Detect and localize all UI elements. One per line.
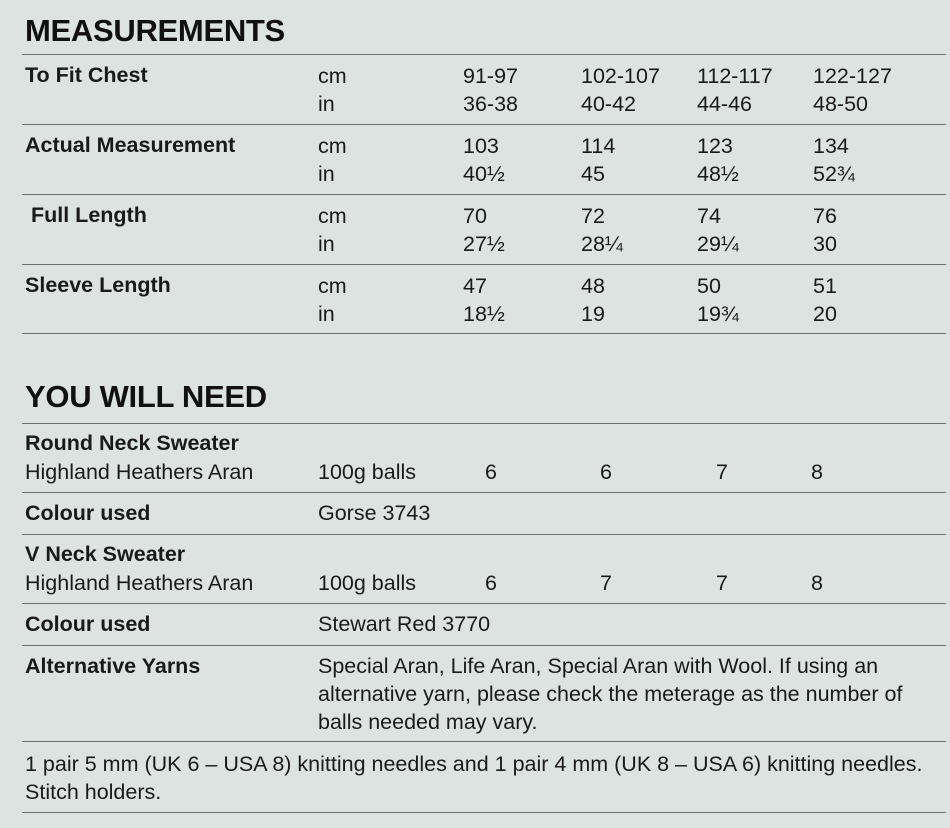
round-neck-heading: Round Neck Sweater [25, 431, 239, 455]
value-in: 40-42 [581, 92, 636, 116]
divider [22, 423, 946, 424]
yarn-unit: 100g balls [318, 571, 417, 595]
divider [22, 741, 946, 742]
divider [22, 645, 946, 646]
ball-quantity: 6 [485, 571, 497, 595]
yarn-unit: 100g balls [318, 460, 417, 484]
colour-label: Colour used [25, 612, 151, 636]
row-label: Sleeve Length [25, 273, 171, 297]
value-in: 40½ [463, 162, 505, 186]
divider [22, 333, 946, 334]
divider [22, 492, 946, 493]
value-in: 20 [813, 302, 837, 326]
alternative-yarns-text: Special Aran, Life Aran, Special Aran with Wool. If using an alternative yarn, please check the meterage as the number of balls needed may vary. [318, 654, 903, 734]
value-cm: 114 [581, 134, 616, 158]
ball-quantity: 6 [600, 460, 612, 484]
value-in: 44-46 [697, 92, 752, 116]
ball-quantity: 8 [811, 571, 823, 595]
value-cm: 112-117 [697, 64, 773, 88]
ball-quantity: 7 [716, 460, 728, 484]
value-in: 28¼ [581, 232, 623, 256]
colour-label: Colour used [25, 501, 151, 525]
divider [22, 124, 946, 125]
value-in: 30 [813, 232, 837, 256]
unit-cm: cm [318, 64, 347, 88]
value-cm: 72 [581, 204, 605, 228]
value-cm: 91-97 [463, 64, 518, 88]
value-cm: 48 [581, 274, 605, 298]
colour-value: Gorse 3743 [318, 501, 431, 525]
ball-quantity: 7 [716, 571, 728, 595]
ball-quantity: 8 [811, 460, 823, 484]
value-cm: 102-107 [581, 64, 660, 88]
v-neck-heading: V Neck Sweater [25, 542, 186, 566]
unit-cm: cm [318, 204, 347, 228]
value-in: 18½ [463, 302, 505, 326]
row-label: Full Length [31, 203, 147, 227]
value-cm: 47 [463, 274, 487, 298]
value-in: 52¾ [813, 162, 855, 186]
value-in: 36-38 [463, 92, 518, 116]
alternative-yarns-label: Alternative Yarns [25, 654, 201, 678]
divider [22, 194, 946, 195]
unit-in: in [318, 302, 335, 326]
unit-in: in [318, 232, 335, 256]
divider [22, 534, 946, 535]
value-in: 19 [581, 302, 605, 326]
value-cm: 74 [697, 204, 721, 228]
yarn-name: Highland Heathers Aran [25, 571, 254, 595]
divider [22, 54, 946, 55]
value-in: 48½ [697, 162, 739, 186]
value-cm: 123 [697, 134, 733, 158]
row-label: Actual Measurement [25, 133, 236, 157]
yarn-name: Highland Heathers Aran [25, 460, 254, 484]
unit-cm: cm [318, 134, 347, 158]
measurements-title: MEASUREMENTS [25, 13, 285, 48]
divider [22, 812, 946, 813]
divider [22, 603, 946, 604]
needles-text: 1 pair 5 mm (UK 6 – USA 8) knitting needles and 1 pair 4 mm (UK 8 – USA 6) knitting needles. Stitch holders. [25, 752, 923, 804]
value-in: 19¾ [697, 302, 739, 326]
ball-quantity: 6 [485, 460, 497, 484]
value-cm: 134 [813, 134, 849, 158]
row-label: To Fit Chest [25, 63, 148, 87]
value-in: 29¼ [697, 232, 739, 256]
ball-quantity: 7 [600, 571, 612, 595]
value-cm: 76 [813, 204, 837, 228]
divider [22, 264, 946, 265]
value-cm: 103 [463, 134, 499, 158]
colour-value: Stewart Red 3770 [318, 612, 491, 636]
you-will-need-title: YOU WILL NEED [25, 379, 267, 414]
value-cm: 70 [463, 204, 487, 228]
unit-in: in [318, 92, 335, 116]
unit-in: in [318, 162, 335, 186]
unit-cm: cm [318, 274, 347, 298]
value-in: 27½ [463, 232, 505, 256]
value-cm: 50 [697, 274, 721, 298]
value-cm: 122-127 [813, 64, 892, 88]
value-cm: 51 [813, 274, 837, 298]
value-in: 45 [581, 162, 605, 186]
value-in: 48-50 [813, 92, 868, 116]
